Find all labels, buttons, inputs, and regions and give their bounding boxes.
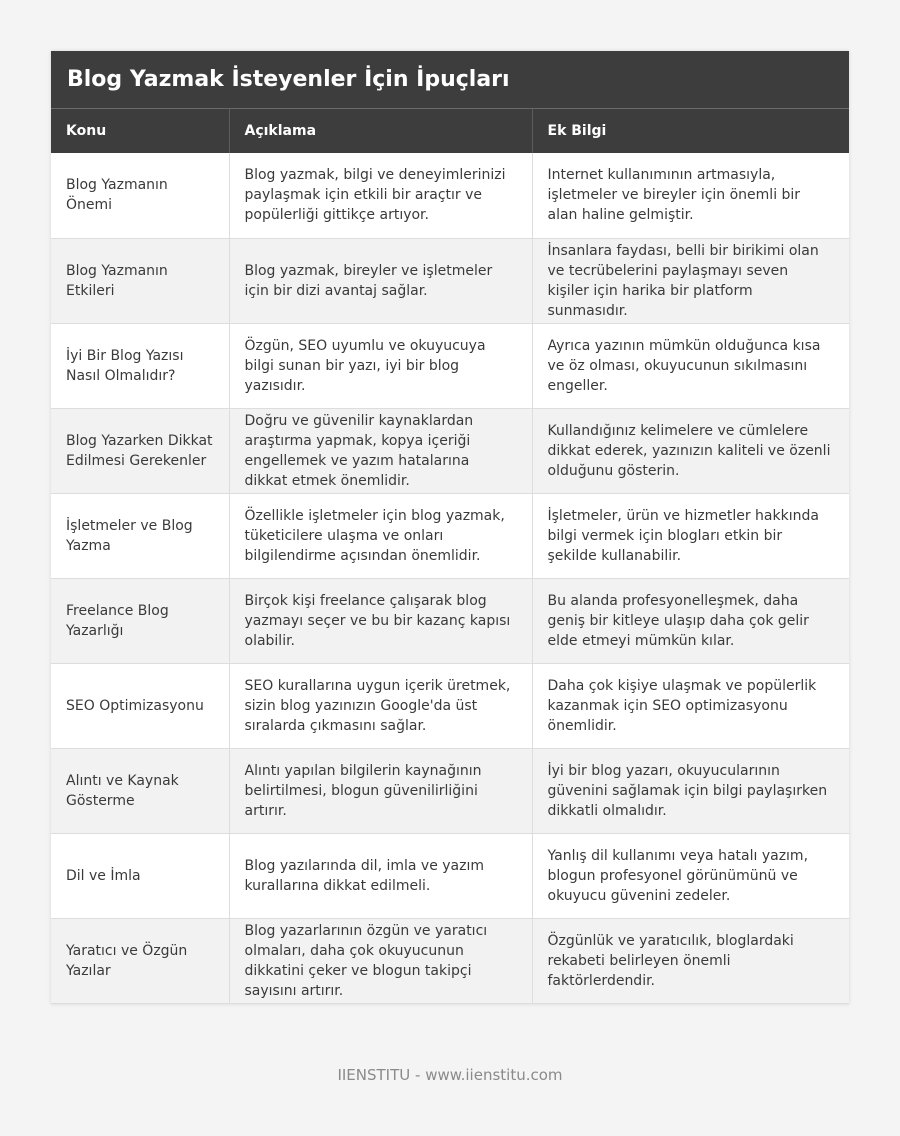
table-title: Blog Yazmak İsteyenler İçin İpuçları <box>51 51 849 109</box>
table-row <box>51 663 849 748</box>
cell-ek-bilgi: Bu alanda profesyonelleşmek, daha geniş bir kitleye ulaşıp daha çok gelir elde etmeyi mümkün kılar. <box>532 578 849 663</box>
cell-ek-bilgi: Kullandığınız kelimelere ve cümlelere dikkat ederek, yazınızın kaliteli ve özenli olduğunu gösterin. <box>532 408 849 493</box>
cell-aciklama: Alıntı yapılan bilgilerin kaynağının belirtilmesi, blogun güvenilirliğini artırır. <box>229 748 532 833</box>
table-row <box>51 323 849 408</box>
cell-ek-bilgi: Ayrıca yazının mümkün olduğunca kısa ve öz olması, okuyucunun sıkılmasını engeller. <box>532 323 849 408</box>
table-header <box>51 109 849 153</box>
cell-aciklama: Blog yazmak, bireyler ve işletmeler için bir dizi avantaj sağlar. <box>229 238 532 323</box>
cell-ek-bilgi: İyi bir blog yazarı, okuyucularının güvenini sağlamak için bilgi paylaşırken dikkatli olmalıdır. <box>532 748 849 833</box>
cell-ek-bilgi: İnsanlara faydası, belli bir birikimi olan ve tecrübelerini paylaşmayı seven kişiler için harika bir platform sunmasıdır. <box>532 238 849 323</box>
cell-aciklama: Özgün, SEO uyumlu ve okuyucuya bilgi sunan bir yazı, iyi bir blog yazısıdır. <box>229 323 532 408</box>
cell-aciklama: Blog yazılarında dil, imla ve yazım kurallarına dikkat edilmeli. <box>229 833 532 918</box>
cell-konu: Blog Yazarken Dikkat Edilmesi Gerekenler <box>51 408 229 493</box>
table-row <box>51 493 849 578</box>
cell-ek-bilgi: Yanlış dil kullanımı veya hatalı yazım, blogun profesyonel görünümünü ve okuyucu güvenini zedeler. <box>532 833 849 918</box>
cell-konu: İyi Bir Blog Yazısı Nasıl Olmalıdır? <box>51 323 229 408</box>
cell-aciklama: Blog yazarlarının özgün ve yaratıcı olmaları, daha çok okuyucunun dikkatini çeker ve blogun takipçi sayısını artırır. <box>229 918 532 1003</box>
cell-aciklama: Birçok kişi freelance çalışarak blog yazmayı seçer ve bu bir kazanç kapısı olabilir. <box>229 578 532 663</box>
cell-konu: Yaratıcı ve Özgün Yazılar <box>51 918 229 1003</box>
table-row <box>51 748 849 833</box>
header-row <box>51 109 849 153</box>
cell-konu: Dil ve İmla <box>51 833 229 918</box>
table-row <box>51 238 849 323</box>
cell-konu: Alıntı ve Kaynak Gösterme <box>51 748 229 833</box>
cell-aciklama: Doğru ve güvenilir kaynaklardan araştırma yapmak, kopya içeriği engellemek ve yazım hatalarına dikkat etmek önemlidir. <box>229 408 532 493</box>
table-row <box>51 833 849 918</box>
cell-konu: SEO Optimizasyonu <box>51 663 229 748</box>
cell-konu: İşletmeler ve Blog Yazma <box>51 493 229 578</box>
table-row <box>51 153 849 238</box>
column-header-konu: Konu <box>51 109 229 153</box>
cell-aciklama: Özellikle işletmeler için blog yazmak, tüketicilere ulaşma ve onları bilgilendirme açısından önemlidir. <box>229 493 532 578</box>
cell-ek-bilgi: Daha çok kişiye ulaşmak ve popülerlik kazanmak için SEO optimizasyonu önemlidir. <box>532 663 849 748</box>
column-header-ek-bilgi: Ek Bilgi <box>532 109 849 153</box>
cell-konu: Blog Yazmanın Önemi <box>51 153 229 238</box>
table-row <box>51 578 849 663</box>
cell-ek-bilgi: Internet kullanımının artmasıyla, işletmeler ve bireyler için önemli bir alan haline gelmiştir. <box>532 153 849 238</box>
footer-credit: IIENSTITU - www.iienstitu.com <box>337 1066 563 1084</box>
tips-table <box>51 109 849 1004</box>
table-body <box>51 153 849 1003</box>
table-row <box>51 918 849 1003</box>
cell-ek-bilgi: İşletmeler, ürün ve hizmetler hakkında bilgi vermek için blogları etkin bir şekilde kullanabilir. <box>532 493 849 578</box>
cell-konu: Blog Yazmanın Etkileri <box>51 238 229 323</box>
cell-aciklama: SEO kurallarına uygun içerik üretmek, sizin blog yazınızın Google'da üst sıralarda çıkmasını sağlar. <box>229 663 532 748</box>
cell-konu: Freelance Blog Yazarlığı <box>51 578 229 663</box>
tips-table-card <box>51 51 849 1004</box>
cell-aciklama: Blog yazmak, bilgi ve deneyimlerinizi paylaşmak için etkili bir araçtır ve popülerliği gittikçe artıyor. <box>229 153 532 238</box>
cell-ek-bilgi: Özgünlük ve yaratıcılık, bloglardaki rekabeti belirleyen önemli faktörlerdendir. <box>532 918 849 1003</box>
table-row <box>51 408 849 493</box>
column-header-aciklama: Açıklama <box>229 109 532 153</box>
